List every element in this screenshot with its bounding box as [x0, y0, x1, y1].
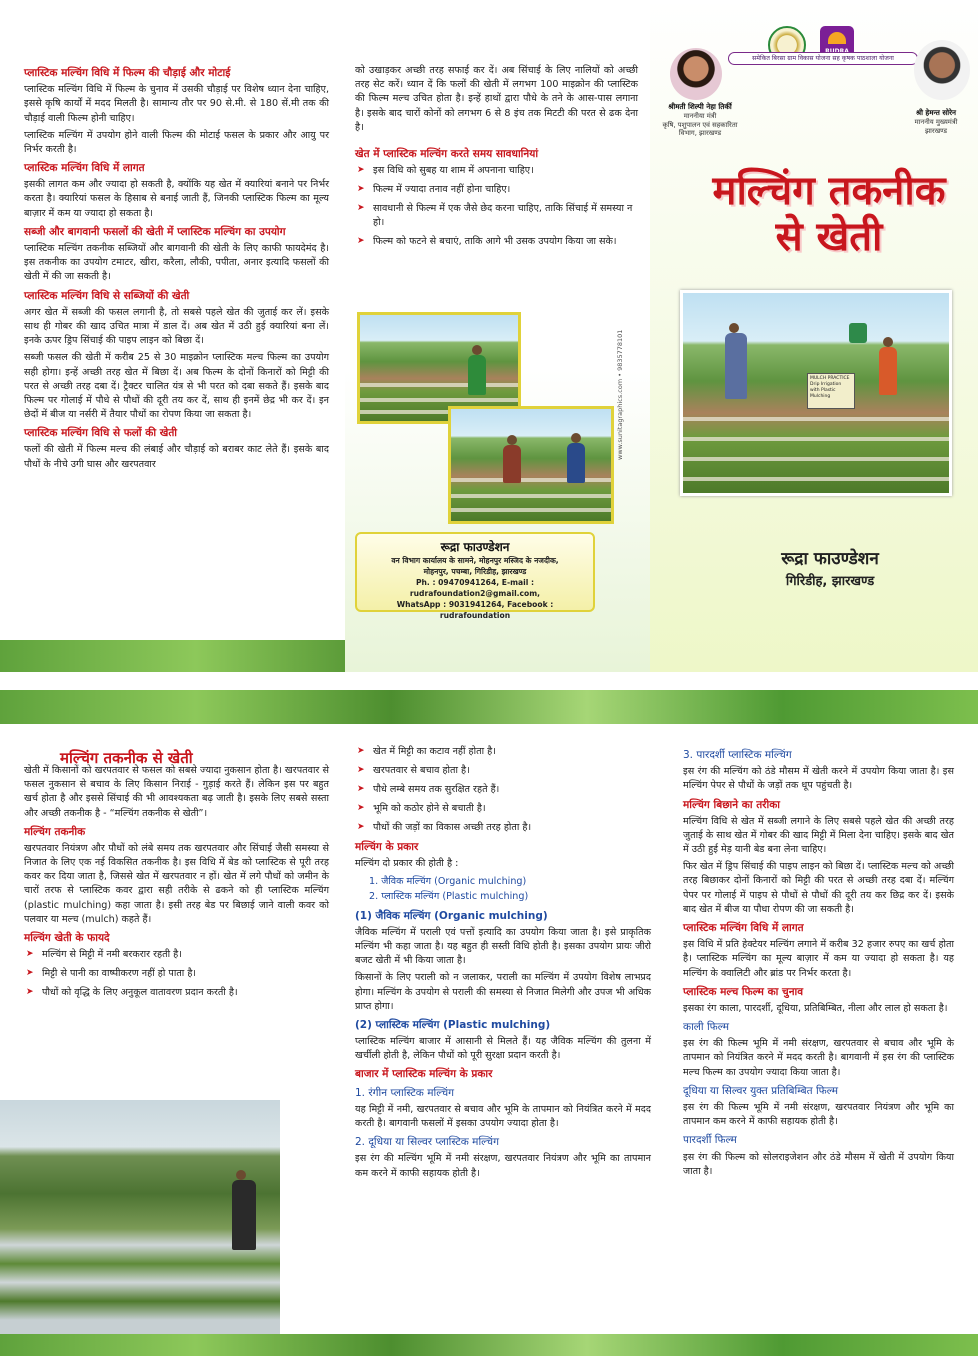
benefits-list-2 — [355, 745, 651, 835]
back-col3-paragraph: इस विधि में प्रति हेक्टेयर मल्चिंग लगाने में करीब 32 हजार रुपए का खर्च होता है। प्लास्टिक मल्चिंग का मूल्य बाज़ार में कम या ज्यादा हो सकता है। यह मल्चिंग के क्वालिटी और ब्रांड पर निर्भर करता है। — [683, 939, 954, 979]
address-box — [355, 532, 595, 620]
cover-title-line-1: मल्चिंग तकनीक — [712, 168, 946, 214]
back-title: मल्चिंग तकनीक से खेती — [60, 749, 193, 767]
market-types-heading: बाजार में प्लास्टिक मल्चिंग के प्रकार — [355, 1068, 493, 1081]
back-col1-heading: मल्चिंग खेती के फायदे — [24, 932, 110, 945]
front-left-paragraph: इसकी लागत कम और ज्यादा हो सकती है, क्योंकि यह खेत में क्यारियां बनाने पर निर्भर करता है। क्यारियां फसल के हिसाब से बनाई जाती हैं, जिनकी प्लास्टिक फिल्म का मूल्य बाज़ार में कम या ज्यादा हो सकता है। — [24, 179, 329, 219]
organic-text-1: जैविक मल्चिंग में पराली एवं पत्तों इत्यादि का उपयोग किया जाता है। इसे प्राकृतिक मल्चिंग भी कहा जाता है। यह बहुत ही सस्ती विधि होती है। इसका उपयोग प्रायः जीरो बजट खेती में भी किया जाता है। — [355, 926, 651, 967]
chief-minister-state: झारखण्ड — [924, 126, 948, 135]
back-col3-paragraph: मल्चिंग विधि से खेत में सब्जी लगाने के लिए सबसे पहले खेत की अच्छी तरह जुताई के साथ खेत में गोबर की खाद मिट्टी में मिला देना चाहिए। इसके बाद खेत में उठी हुई मेड़ यानी बेड बना लेना चाहिए। — [683, 815, 954, 856]
minister-title: माननीया मंत्री — [683, 111, 717, 120]
list-item: ➤ फिल्म में ज्यादा तनाव नहीं होना चाहिए। — [355, 183, 638, 197]
list-item: ➤ खेत में मिट्टी का कटाव नहीं होता है। — [355, 745, 651, 759]
plastic-heading: (2) प्लास्टिक मल्चिंग (Plastic mulching) — [355, 1018, 551, 1031]
organic-heading: (1) जैविक मल्चिंग (Organic mulching) — [355, 909, 548, 922]
back-col3-paragraph: इस रंग की फिल्म को सोलराइजेशन और ठंडे मौसम में खेती में उपयोग किया जाता है। — [683, 1151, 954, 1177]
chief-minister-caption — [894, 108, 978, 135]
colored-mulching-text: यह मिट्टी में नमी, खरपतवार से बचाव और भूमि के तापमान को नियंत्रित करने में मदद करती है। बागवानी फसलों में इसका उपयोग ज्यादा होता है। — [355, 1103, 651, 1129]
front-cover — [650, 0, 978, 672]
address-line-1: वन विभाग कार्यालय के सामने, मोहनपुर मस्जिद के नजदीक, — [391, 556, 559, 565]
back-col3-paragraph: इसका रंग काला, पारदर्शी, दूधिया, प्रतिबिम्बित, नीला और लाल हो सकता है। — [683, 1002, 948, 1014]
minister-name: श्रीमती शिल्पी नेहा तिर्की — [668, 102, 732, 111]
list-item: ➤ मल्चिंग से मिट्टी में नमी बरकरार रहती है। — [24, 948, 329, 962]
list-item: ➤ पौधे लम्बे समय तक सुरक्षित रहते हैं। — [355, 783, 651, 797]
plastic-text: प्लास्टिक मल्चिंग बाजार में आसानी से मिलते हैं। यह जैविक मल्चिंग की तुलना में खर्चीली होती है, लेकिन पौधों को पूरी सुरक्षा प्रदान करती है। — [355, 1036, 651, 1062]
back-col3-subheading: 3. पारदर्शी प्लास्टिक मल्चिंग — [683, 749, 792, 761]
cover-org — [710, 546, 950, 589]
cover-title-line-2: से खेती — [775, 214, 883, 260]
precautions-heading: खेत में प्लास्टिक मल्चिंग करते समय सावधानियां — [355, 147, 539, 160]
address-phone-email: Ph. : 09470941264, E-mail : rudrafoundation2@gmail.com, — [409, 578, 541, 598]
precautions-list — [355, 164, 638, 249]
back-col1-paragraph: खेती में किसानों को खरपतवार से फसल को सबसे ज्यादा नुकसान होता है। खरपतवार से फसल नुकसान से बचाव के लिए किसान निराई - गुड़ाई करते हैं। लेकिन इस पर बहुत खर्च होता है और इससे सिंचाई की भी आवश्यकता बढ़ जाती है। इसके लिए सबसे सस्ता और अच्छी तकनीक है - “मल्चिंग तकनीक से खेती”। — [24, 765, 329, 819]
front-left-paragraph: प्लास्टिक मल्चिंग तकनीक सब्जियों और बागवानी की खेती के लिए काफी फायदेमंद है। इस तकनीक का उपयोग टमाटर, खीरा, करैला, लौकी, पपीता, अनार इत्यादि फसलों की खेती में की जा सकती है। — [24, 243, 329, 283]
list-item: ➤ इस विधि को सुबह या शाम में अपनाना चाहिए। — [355, 164, 638, 178]
list-item: ➤ पौधों को वृद्धि के लिए अनुकूल वातावरण प्रदान करती है। — [24, 986, 329, 1000]
organic-text-2: किसानों के लिए पराली को न जलाकर, पराली का मल्चिंग में उपयोग विशेष लाभप्रद होगा। मल्चिंग के उपयोग से पराली की समस्या से निजात मिलेगी और उपज भी अधिक प्राप्त होगा। — [355, 972, 651, 1012]
types-intro: मल्चिंग दो प्रकार की होती है : — [355, 857, 459, 869]
list-item: ➤ फिल्म को फटने से बचाएं, ताकि आगे भी उसक उपयोग किया जा सके। — [355, 235, 638, 249]
chief-minister-photo — [914, 40, 970, 100]
front-left-heading: प्लास्टिक मल्चिंग विधि से फलों की खेती — [24, 427, 178, 440]
chief-minister-title: माननीय मुख्यमंत्री — [914, 117, 958, 126]
types-list — [369, 874, 651, 905]
front-left-heading: प्लास्टिक मल्चिंग विधि में फिल्म की चौड़ाई और मोटाई — [24, 67, 231, 79]
list-item: ➤ पौधों की जड़ों का विकास अच्छी तरह होता है। — [355, 821, 651, 835]
minister-dept: कृषि, पशुपालन एवं सहकारिता — [662, 120, 738, 129]
front-panel-left — [0, 0, 345, 672]
back-col3-paragraph: इस रंग की मल्चिंग को ठंडे मौसम में खेती करने में उपयोग किया जाता है। इस मल्चिंग पेपर से पौधों के जड़ों तक धूप पहुंचती है। — [683, 766, 954, 792]
fruit-farming-continued: को उखाड़कर अच्छी तरह सफाई कर दें। अब सिंचाई के लिए नालियों को अच्छी तरह सेट करें। ध्यान दें कि फलों की खेती में लगभग 100 माइक्रोन की प्लास्टिक की फिल्म मल्च उचित होता है। इन्हें हाथों द्वारा पौधे के तने के आस-पास लगाना है। इसके बाद चारों कोनों को लगभग 6 से 8 इंच तक मिटटी की परत से ढक देना है। — [355, 65, 638, 133]
mulching-types-heading: मल्चिंग के प्रकार — [355, 840, 419, 853]
list-item: ➤ भूमि को कठोर होने से बचाती है। — [355, 802, 651, 816]
front-left-paragraph: प्लास्टिक मल्चिंग में उपयोग होने वाली फिल्म की मोटाई फसल के प्रकार और आयु पर निर्भर करती है। — [24, 129, 329, 155]
minister-dept-2: विभाग, झारखण्ड — [678, 129, 722, 138]
back-col3-heading: प्लास्टिक मल्च फिल्म का चुनाव — [683, 985, 804, 998]
back-col3-paragraph: इस रंग की फिल्म भूमि में नमी संरक्षण, खरपतवार नियंत्रण और भूमि का तापमान कम करने में काफी सहायक होती है। — [683, 1102, 954, 1128]
address-org-name: रूद्रा फाउण्डेशन — [440, 540, 510, 554]
back-col3-subheading: पारदर्शी फिल्म — [683, 1134, 737, 1147]
back-col3-paragraph: फिर खेत में ड्रिप सिंचाई की पाइप लाइन को बिछा दें। प्लास्टिक मल्च को अच्छी तरह बिछाकर दोनों किनारों को मिट्टी की परत से अच्छी तरह दबा दें। मल्चिंग पेपर पर गोलाई में पाइप से पौधों से पौधों की दूरी तय कर छिद्र कर दें। इसके बाद खेत में बीज या पौधा रोपण की जा सकती है। — [683, 861, 954, 915]
leaflet-back — [0, 690, 978, 1356]
list-item: ➤ मिट्टी से पानी का वाष्पीकरण नहीं हो पाता है। — [24, 967, 329, 981]
silver-mulching-heading: 2. दूधिया या सिल्वर प्लास्टिक मल्चिंग — [355, 1136, 500, 1149]
front-left-heading: प्लास्टिक मल्चिंग विधि से सब्जियों की खेती — [24, 289, 190, 302]
cover-org-place: गिरिडीह, झारखण्ड — [785, 574, 875, 589]
water-tank — [849, 323, 867, 343]
front-left-heading: प्लास्टिक मल्चिंग विधि में लागत — [24, 162, 145, 175]
mulched-field-photo — [0, 1100, 280, 1334]
minister-photo — [670, 48, 722, 100]
cover-org-name: रूद्रा फाउण्डेशन — [781, 549, 879, 569]
back-col-3 — [663, 690, 978, 1356]
list-item: ➤ सावधानी से फिल्म में एक जैसे छेद करना चाहिए, ताकि सिंचाई में समस्या न हो। — [355, 202, 638, 230]
scheme-banner: समेकित बिरसा ग्राम विकास योजना सह कृषक पाठशाला योजना — [728, 52, 918, 65]
printer-credit: www.sunitagraphics.com • 9835778101 — [616, 329, 624, 460]
cover-title — [694, 168, 964, 260]
colored-mulching-heading: 1. रंगीन प्लास्टिक मल्चिंग — [355, 1086, 455, 1099]
back-col1-heading: मल्चिंग तकनीक — [24, 825, 86, 838]
back-col3-subheading: काली फिल्म — [683, 1021, 729, 1034]
front-left-paragraph: प्लास्टिक मल्चिंग विधि में फिल्म के चुनाव में उसकी चौड़ाई पर विशेष ध्यान देना चाहिए, इससे कृषि कार्यों में मदद मिलती है। सामान्य तौर पर 90 से.मी. से 180 सें.मी तक की चौड़ाई वाली फिल्म होनी चाहिए। — [24, 84, 329, 124]
back-col3-subheading: दूधिया या सिल्वर युक्त प्रतिबिम्बित फिल्म — [683, 1084, 838, 1097]
back-col3-heading: मल्चिंग बिछाने का तरीका — [683, 798, 780, 811]
front-left-paragraph: अगर खेत में सब्जी की फसल लगानी है, तो सबसे पहले खेत की जुताई कर लें। इसके साथ ही गोबर की खाद उचित मात्रा में डाल दें। अब खेत में उठी हुई क्यारियां बना लें। इनके ऊपर ड्रिप सिंचाई की पाइप लाइन को बिछा दें। — [24, 306, 329, 347]
address-whatsapp-facebook: WhatsApp : 9031941264, Facebook : rudrafoundation — [396, 600, 554, 620]
back-col3-heading: प्लास्टिक मल्चिंग विधि में लागत — [683, 922, 804, 935]
benefits-list-1 — [24, 948, 329, 1000]
back-col1-paragraph: खरपतवार नियंत्रण और पौधों को लंबे समय तक खरपतवार और सिंचाई जैसी समस्या से निजात के लिए एक नई विकसित तकनीक है। इस विधि में बेड को प्लास्टिक से पूरी तरह कवर कर दिया जाता है, जिससे खेत में खरपतवार न हों। खेत में लगे पौधों को जमीन के चारों तरफ से प्लास्टिक कवर द्वारा सही तरीके से ढकने को ही प्लास्टिक मल्चिंग (plastic mulching) कहा जाता है। इसी तरह बेड पर बिछाई जाने वाली कवर को पलवार या मल्च (mulch) कहते हैं। — [24, 842, 329, 925]
cover-field-photo — [680, 290, 952, 496]
type-organic: 1. जैविक मल्चिंग (Organic mulching) — [369, 875, 527, 887]
front-left-heading: सब्जी और बागवानी फसलों की खेती में प्लास्टिक मल्चिंग का उपयोग — [24, 225, 286, 238]
back-col-2 — [345, 690, 663, 1356]
silver-mulching-text: इस रंग की मल्चिंग भूमि में नमी संरक्षण, खरपतवार नियंत्रण और भूमि का तापमान कम करने में काफी सहायक होती है। — [355, 1153, 651, 1179]
front-left-paragraph: फलों की खेती में फिल्म मल्च की लंबाई और चौड़ाई को बराबर काट लेते हैं। इसके बाद पौधों के नीचे उगी घास और खरपतवार — [24, 444, 329, 470]
field-photo-2 — [448, 406, 614, 524]
leaflet-front — [0, 0, 978, 672]
front-left-paragraph: सब्जी फसल की खेती में करीब 25 से 30 माइक्रोन प्लास्टिक मल्च फिल्म का उपयोग सही होगा। इन्हें अच्छी तरह खेत में बिछा दें। अब फिल्म के दोनों किनारों को मिट्टी की परत से अच्छी तरह दबा दें। ट्रैक्टर चालित यंत्र से भी परत को दबा सकते हैं। इसके बाद फिल्म पर गोलाई में पौधे से पौधों की दूरी तय कर दें, साथ ही इनमें छेद्र भी कर दें। इन छेदों में बीज या नर्सरी में तैयार पौधों का रोपण किया जा सकता है। — [24, 352, 329, 421]
type-plastic: 2. प्लास्टिक मल्चिंग (Plastic mulching) — [369, 891, 529, 903]
back-col3-paragraph: इस रंग की फिल्म भूमि में नमी संरक्षण, खरपतवार से बचाव और भूमि के तापमान को नियंत्रित करने में मदद करती है। बागवानी में इस रंग की प्लास्टिक मल्च फिल्म का उपयोग ज्यादा किया जाता है। — [683, 1038, 954, 1078]
mulch-practice-sign: MULCH PRACTICE Drip Irrigation with Plastic Mulching — [807, 373, 855, 409]
minister-caption — [650, 102, 750, 138]
address-line-2: मोहनपुर, पचम्बा, गिरिडीह, झारखण्ड — [423, 567, 527, 576]
chief-minister-name: श्री हेमन्त सोरेन — [915, 108, 957, 117]
list-item: ➤ खरपतवार से बचाव होता है। — [355, 764, 651, 778]
